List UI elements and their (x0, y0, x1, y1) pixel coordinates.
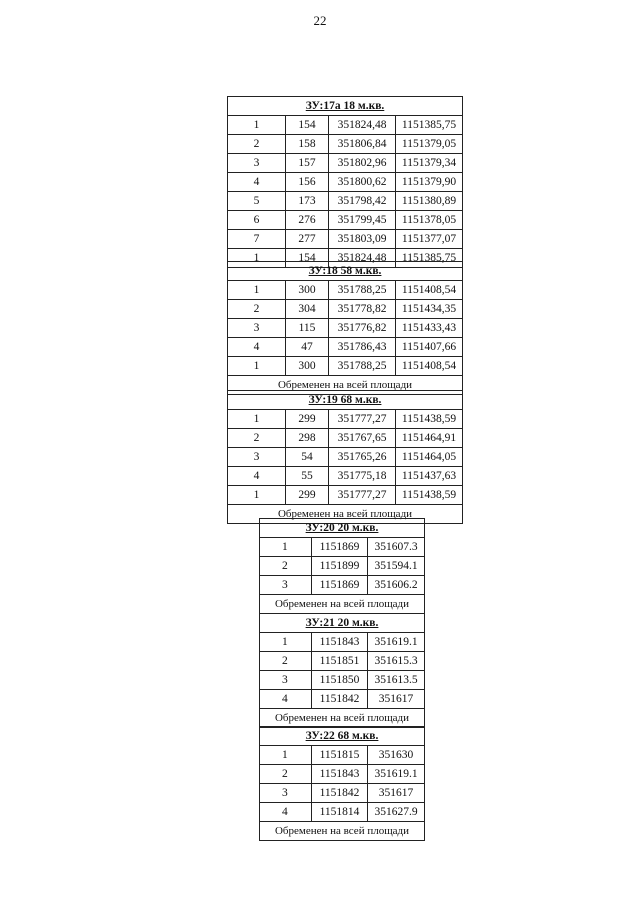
coordinate-cell: 154 (286, 249, 329, 268)
coordinate-cell: 1151851 (312, 652, 368, 671)
coordinate-cell: 351788,25 (329, 357, 396, 376)
table-row (228, 319, 463, 338)
point-number-cell: 3 (228, 154, 286, 173)
coordinate-cell: 1151850 (312, 671, 368, 690)
coordinates-table-zu18 (227, 261, 463, 395)
point-number-cell: 1 (260, 633, 312, 652)
table-row (260, 746, 425, 765)
coordinate-cell: 300 (286, 281, 329, 300)
table-row (260, 690, 425, 709)
point-number-cell: 1 (260, 746, 312, 765)
point-number-cell: 1 (228, 486, 286, 505)
point-number-cell: 4 (260, 690, 312, 709)
coordinate-cell: 300 (286, 357, 329, 376)
coordinate-cell: 1151408,54 (396, 281, 463, 300)
point-number-cell: 1 (228, 281, 286, 300)
coordinate-cell: 298 (286, 429, 329, 448)
point-number-cell: 1 (260, 538, 312, 557)
table-row (260, 765, 425, 784)
coordinate-cell: 54 (286, 448, 329, 467)
coordinate-cell: 299 (286, 410, 329, 429)
point-number-cell: 7 (228, 230, 286, 249)
coordinate-cell: 1151408,54 (396, 357, 463, 376)
point-number-cell: 1 (228, 116, 286, 135)
coordinate-cell: 351613.5 (368, 671, 425, 690)
coordinate-cell: 1151464,05 (396, 448, 463, 467)
coordinate-cell: 1151377,07 (396, 230, 463, 249)
table-row (228, 135, 463, 154)
point-number-cell: 3 (228, 319, 286, 338)
table-row (260, 652, 425, 671)
encumbrance-note: Обременен на всей площади (228, 376, 463, 395)
coordinate-cell: 299 (286, 486, 329, 505)
point-number-cell: 6 (228, 211, 286, 230)
coordinate-cell: 351630 (368, 746, 425, 765)
coordinate-cell: 1151815 (312, 746, 368, 765)
table-row (228, 211, 463, 230)
coordinate-cell: 158 (286, 135, 329, 154)
coordinate-cell: 1151379,05 (396, 135, 463, 154)
table-title: ЗУ:21 20 м.кв. (260, 614, 425, 633)
coordinate-cell: 1151814 (312, 803, 368, 822)
coordinate-cell: 276 (286, 211, 329, 230)
coordinate-cell: 351777,27 (329, 486, 396, 505)
table-row (228, 173, 463, 192)
coordinate-cell: 351775,18 (329, 467, 396, 486)
coordinate-cell: 351615.3 (368, 652, 425, 671)
table-row (228, 300, 463, 319)
table-row (228, 486, 463, 505)
coordinates-table-zu19 (227, 390, 463, 524)
table-row (260, 633, 425, 652)
point-number-cell: 2 (228, 300, 286, 319)
coordinate-cell: 351803,09 (329, 230, 396, 249)
coordinate-cell: 1151869 (312, 576, 368, 595)
coordinate-cell: 1151433,43 (396, 319, 463, 338)
table-title: ЗУ:22 68 м.кв. (260, 727, 425, 746)
coordinate-cell: 351617 (368, 690, 425, 709)
coordinate-cell: 351786,43 (329, 338, 396, 357)
coordinate-cell: 1151842 (312, 690, 368, 709)
table-row (228, 448, 463, 467)
table-row (228, 230, 463, 249)
coordinate-cell: 55 (286, 467, 329, 486)
page-number: 22 (313, 13, 327, 28)
coordinate-cell: 1151843 (312, 765, 368, 784)
coordinate-cell: 351788,25 (329, 281, 396, 300)
coordinate-cell: 351627.9 (368, 803, 425, 822)
point-number-cell: 3 (260, 784, 312, 803)
table-row (228, 357, 463, 376)
coordinates-table-zu20 (259, 518, 425, 614)
table-row (228, 429, 463, 448)
coordinate-cell: 351776,82 (329, 319, 396, 338)
table-row (228, 338, 463, 357)
point-number-cell: 2 (228, 429, 286, 448)
coordinate-cell: 351607.3 (368, 538, 425, 557)
coordinate-cell: 351799,45 (329, 211, 396, 230)
coordinate-cell: 351606.2 (368, 576, 425, 595)
coordinate-cell: 1151434,35 (396, 300, 463, 319)
table-title: ЗУ:17а 18 м.кв. (228, 97, 463, 116)
coordinates-table-zu21 (259, 613, 425, 728)
encumbrance-note: Обременен на всей площади (260, 709, 425, 728)
coordinate-cell: 351798,42 (329, 192, 396, 211)
coordinate-cell: 1151843 (312, 633, 368, 652)
table-row (228, 116, 463, 135)
table-row (260, 784, 425, 803)
table-row (260, 803, 425, 822)
point-number-cell: 3 (260, 671, 312, 690)
coordinate-cell: 304 (286, 300, 329, 319)
coordinate-cell: 1151899 (312, 557, 368, 576)
point-number-cell: 4 (228, 467, 286, 486)
coordinate-cell: 351767,65 (329, 429, 396, 448)
coordinate-cell: 351778,82 (329, 300, 396, 319)
table-row (228, 192, 463, 211)
coordinates-table-zu17a (227, 96, 463, 268)
coordinates-table-zu22 (259, 726, 425, 841)
point-number-cell: 2 (260, 652, 312, 671)
coordinate-cell: 277 (286, 230, 329, 249)
point-number-cell: 2 (260, 557, 312, 576)
point-number-cell: 4 (260, 803, 312, 822)
coordinate-cell: 1151379,34 (396, 154, 463, 173)
point-number-cell: 1 (228, 410, 286, 429)
coordinate-cell: 351617 (368, 784, 425, 803)
coordinate-cell: 351824,48 (329, 249, 396, 268)
coordinate-cell: 1151437,63 (396, 467, 463, 486)
point-number-cell: 4 (228, 338, 286, 357)
coordinate-cell: 154 (286, 116, 329, 135)
coordinate-cell: 1151869 (312, 538, 368, 557)
point-number-cell: 2 (228, 135, 286, 154)
table-row (228, 154, 463, 173)
table-row (228, 410, 463, 429)
encumbrance-note: Обременен на всей площади (260, 822, 425, 841)
coordinate-cell: 1151385,75 (396, 249, 463, 268)
coordinate-cell: 47 (286, 338, 329, 357)
point-number-cell: 5 (228, 192, 286, 211)
coordinate-cell: 1151380,89 (396, 192, 463, 211)
coordinate-cell: 1151379,90 (396, 173, 463, 192)
coordinate-cell: 1151407,66 (396, 338, 463, 357)
point-number-cell: 1 (228, 249, 286, 268)
table-title: ЗУ:20 20 м.кв. (260, 519, 425, 538)
coordinate-cell: 351765,26 (329, 448, 396, 467)
coordinate-cell: 351777,27 (329, 410, 396, 429)
table-row (228, 467, 463, 486)
point-number-cell: 1 (228, 357, 286, 376)
table-row (260, 671, 425, 690)
coordinate-cell: 115 (286, 319, 329, 338)
coordinate-cell: 351619.1 (368, 633, 425, 652)
coordinate-cell: 156 (286, 173, 329, 192)
coordinate-cell: 351619.1 (368, 765, 425, 784)
coordinate-cell: 1151438,59 (396, 410, 463, 429)
coordinate-cell: 1151842 (312, 784, 368, 803)
table-row (260, 557, 425, 576)
point-number-cell: 2 (260, 765, 312, 784)
point-number-cell: 4 (228, 173, 286, 192)
coordinate-cell: 173 (286, 192, 329, 211)
point-number-cell: 3 (260, 576, 312, 595)
table-row (228, 281, 463, 300)
coordinate-cell: 351594.1 (368, 557, 425, 576)
point-number-cell: 3 (228, 448, 286, 467)
coordinate-cell: 1151464,91 (396, 429, 463, 448)
coordinate-cell: 351800,62 (329, 173, 396, 192)
table-title: ЗУ:18 58 м.кв. (228, 262, 463, 281)
coordinate-cell: 1151438,59 (396, 486, 463, 505)
coordinate-cell: 351824,48 (329, 116, 396, 135)
coordinate-cell: 1151385,75 (396, 116, 463, 135)
encumbrance-note: Обременен на всей площади (260, 595, 425, 614)
encumbrance-note: Обременен на всей площади (228, 505, 463, 524)
table-title: ЗУ:19 68 м.кв. (228, 391, 463, 410)
coordinate-cell: 1151378,05 (396, 211, 463, 230)
table-row (260, 576, 425, 595)
coordinate-cell: 351806,84 (329, 135, 396, 154)
coordinate-cell: 351802,96 (329, 154, 396, 173)
table-row (260, 538, 425, 557)
coordinate-cell: 157 (286, 154, 329, 173)
